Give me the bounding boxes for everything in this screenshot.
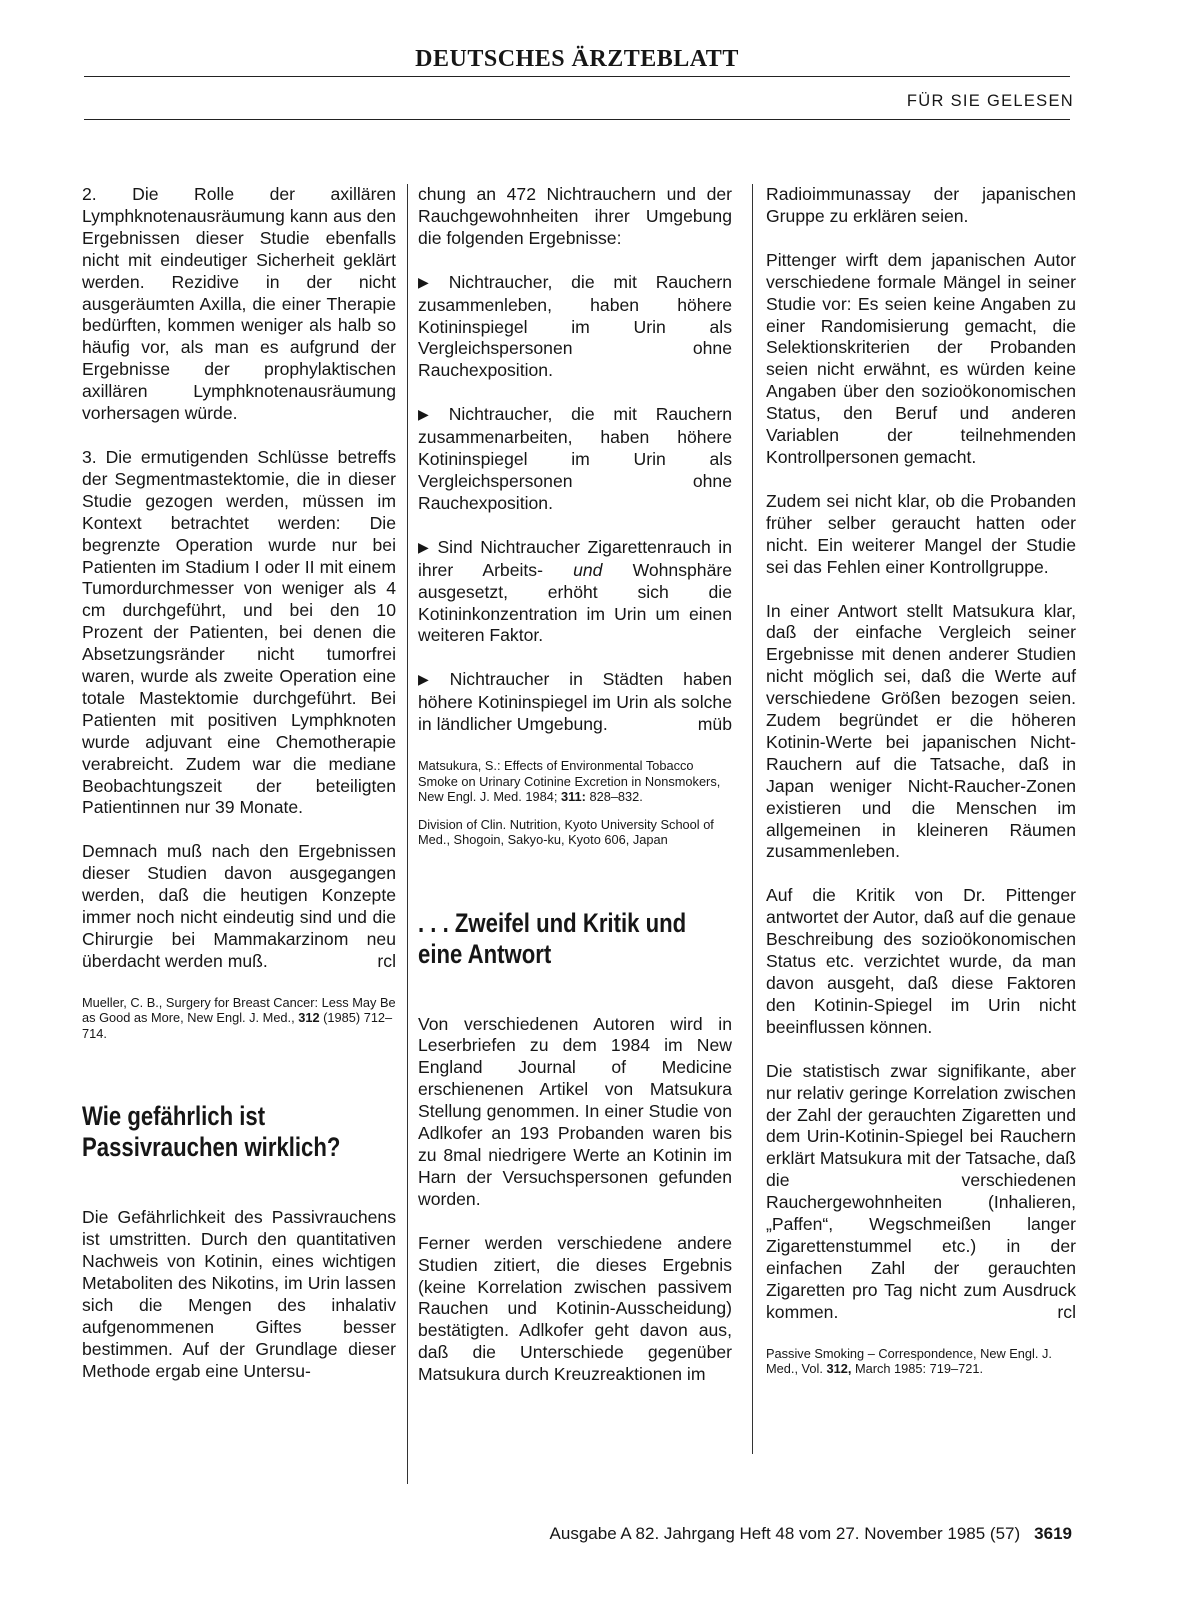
- paragraph: [766, 1061, 1076, 1324]
- paragraph: In einer Antwort stellt Matsukura klar, daß der einfache Vergleich seiner Ergebnisse mit denen anderer Studien nicht möglich sei, daß die Werte auf verschiedene Größen bezogen seien. Zudem begründet er die höheren Kotinin-Werte bei japanischen Nicht-Rauchern auf die Tatsache, daß in Japan weniger Nicht-Raucher-Zonen existieren und die Menschen im allgemeinen in kleineren Räumen zusammenleben.: [766, 600, 1076, 862]
- column-1: [82, 184, 396, 1405]
- reference: [82, 995, 396, 1042]
- reference-text: Mueller, C. B., Surgery for Breast Cancer: Less May Be as Good as More, New Engl. J. Med.,: [82, 994, 396, 1026]
- reference-tail: March 1985: 719–721.: [854, 1361, 984, 1377]
- reference-tail: 828–832.: [589, 789, 643, 805]
- paragraph-text: Die statistisch zwar signifikante, aber nur relativ geringe Korrelation zwischen der Zahl der gerauchten Zigaretten und dem Urin-Kotinin-Spiegel bei Rauchern erklärt Matsukura mit der Tatsache, daß die verschiedenen Rauchergewohnheiten (Inhalieren, „Paffen“, Wegschmeißen langer Zigarettenstummel etc.) in der einfachen Zahl der gerauchten Zigaretten pro Tag nicht zum Ausdruck kommen.: [766, 1060, 1076, 1322]
- author-signature: rcl: [1057, 1301, 1076, 1322]
- reference-volume: 312: [298, 1010, 320, 1026]
- bullet-item: ▶ Nichtraucher, die mit Rauchern zusammenarbeiten, haben höhere Kotininspiegel im Urin als Vergleichspersonen ohne Rauchexposition.: [418, 404, 732, 515]
- bullet-emphasis: und: [573, 559, 603, 580]
- paragraph: Pittenger wirft dem japanischen Autor verschiedene formale Mängel in seiner Studie vor: Es seien keine Angaben zu einer Randomisierung gemacht, die Selektionskriterien der Probanden seien nicht erwähnt, es würden keine Angaben über den sozioökonomischen Status, den Beruf und anderen Variablen der teilnehmenden Kontrollpersonen gemacht.: [766, 249, 1076, 467]
- paragraph: Die Gefährlichkeit des Passivrauchens ist umstritten. Durch den quantitativen Nachweis von Kotinin, eines wichtigen Metaboliten des Nikotins, im Urin lassen sich die Mengen des inhalativ aufgenommenen Giftes besser bestimmen. Auf der Grundlage dieser Methode ergab eine Untersu-: [82, 1207, 396, 1381]
- paragraph: Von verschiedenen Autoren wird in Leserbriefen zu dem 1984 im New England Journal of Medicine erschienenen Artikel von Matsukura Stellung genommen. In einer Studie von Adlkofer an 193 Probanden waren bis zu 8mal niedrigere Werte an Kotinin im Harn der Versuchspersonen gefunden worden.: [418, 1013, 732, 1209]
- paragraph: 2. Die Rolle der axillären Lymphknotenausräumung kann aus den Ergebnissen dieser Studie ebenfalls nicht mit eindeutiger Sicherheit geklärt werden. Rezidive in der nicht ausgeräumten Axilla, die einer Therapie bedürften, kommen weniger als halb so häufig vor, als man es aufgrund der Ergebnisse der prophylaktischen axillären Lymphknotenausräumung vorhersagen würde.: [82, 184, 396, 424]
- column-2: [418, 184, 732, 1408]
- author-signature: müb: [697, 714, 732, 735]
- paragraph: [82, 841, 396, 972]
- reference-affiliation: Division of Clin. Nutrition, Kyoto University School of Med., Shogoin, Sakyo-ku, Kyoto 606, Japan: [418, 816, 714, 848]
- bullet-text: Nichtraucher in Städten haben höhere Kotininspiegel im Urin als solche in ländlicher Umgebung.: [418, 669, 732, 735]
- paragraph: Ferner werden verschiedene andere Studien zitiert, die dieses Ergebnis (keine Korrelation zwischen passivem Rauchen und Kotinin-Ausscheidung) bestätigten. Adlkofer geht davon aus, daß die Unterschiede gegenüber Matsukura durch Kreuzreaktionen im: [418, 1232, 732, 1385]
- header-rule-bottom: [84, 119, 1070, 120]
- masthead: DEUTSCHES ÄRZTEBLATT: [415, 46, 739, 72]
- reference: [418, 758, 732, 805]
- bullet-item: [418, 537, 732, 648]
- column-3: [766, 184, 1076, 1389]
- reference-volume: 311:: [560, 789, 586, 805]
- bullet-text: Sind Nichtraucher Zigarettenrauch in ihrer Arbeits-: [418, 536, 732, 580]
- paragraph: chung an 472 Nichtrauchern und der Rauchgewohnheiten ihrer Umgebung die folgenden Ergebnisse:: [418, 184, 732, 248]
- bullet-item: ▶ Nichtraucher, die mit Rauchern zusammenleben, haben höhere Kotininspiegel im Urin als Vergleichspersonen ohne Rauchexposition.: [418, 272, 732, 383]
- section-label: FÜR SIE GELESEN: [906, 92, 1074, 110]
- paragraph: Zudem sei nicht klar, ob die Probanden früher selber geraucht hatten oder nicht. Ein weiterer Mangel der Studie sei das Fehlen einer Kontrollgruppe.: [766, 490, 1076, 577]
- reference-volume: 312,: [826, 1361, 852, 1377]
- page-footer: [0, 1524, 1072, 1544]
- paragraph: Auf die Kritik von Dr. Pittenger antwortet der Autor, daß auf die genaue Beschreibung des sozioökonomischen Status etc. verzichtet wurde, da man davon ausgeht, daß diese Faktoren den Kotinin-Spiegel im Urin nicht beeinflussen können.: [766, 885, 1076, 1037]
- header-rule-top: [84, 76, 1070, 77]
- column-divider-1: [407, 184, 408, 1484]
- reference: [766, 1346, 1076, 1377]
- article-heading: Wie gefährlich ist Passivrauchen wirklich?: [82, 1101, 341, 1163]
- paragraph-text: Demnach muß nach den Ergebnissen dieser Studien davon ausgegangen werden, daß die heutigen Konzepte immer noch nicht eindeutig sind und die Chirurgie bei Mammakarzinom neu überdacht werden muß.: [82, 841, 396, 971]
- page-number: 3619: [1034, 1524, 1072, 1543]
- reference-tail: (1985) 712–714.: [82, 1010, 393, 1041]
- bullet-text: Wohnsphäre ausgesetzt, erhöht sich die Kotininkonzentration im Urin um einen weiteren Faktor.: [418, 559, 733, 646]
- column-divider-2: [752, 184, 753, 1454]
- author-signature: rcl: [377, 950, 396, 971]
- paragraph: 3. Die ermutigenden Schlüsse betreffs der Segmentmastektomie, die in dieser Studie gezogen werden, müssen im Kontext betrachtet werden: Die begrenzte Operation wurde nur bei Patienten im Stadium I oder II mit einem Tumordurchmesser von weniger als 4 cm durchgeführt, und bei den 10 Prozent der Patienten, bei denen die Absetzungsränder nicht tumorfrei waren, wurde als zweite Operation eine totale Mastektomie durchgeführt. Bei Patienten mit positiven Lymphknoten wurde adjuvant eine Chemotherapie verabreicht. Zudem war die mediane Beobachtungszeit der beteiligten Patientinnen nur 39 Monate.: [82, 446, 396, 818]
- article-heading: . . . Zweifel und Kritik und eine Antwort: [418, 907, 687, 969]
- issue-info: Ausgabe A 82. Jahrgang Heft 48 vom 27. November 1985 (57): [549, 1524, 1021, 1543]
- paragraph: Radioimmunassay der japanischen Gruppe zu erklären seien.: [766, 184, 1076, 226]
- bullet-item: [418, 669, 732, 736]
- reference-text: Passive Smoking – Correspondence, New Engl. J. Med., Vol.: [766, 1345, 1052, 1377]
- reference-text: Matsukura, S.: Effects of Environmental Tobacco Smoke on Urinary Cotinine Excretion in Nonsmokers, New Engl. J. Med. 1984;: [418, 758, 721, 805]
